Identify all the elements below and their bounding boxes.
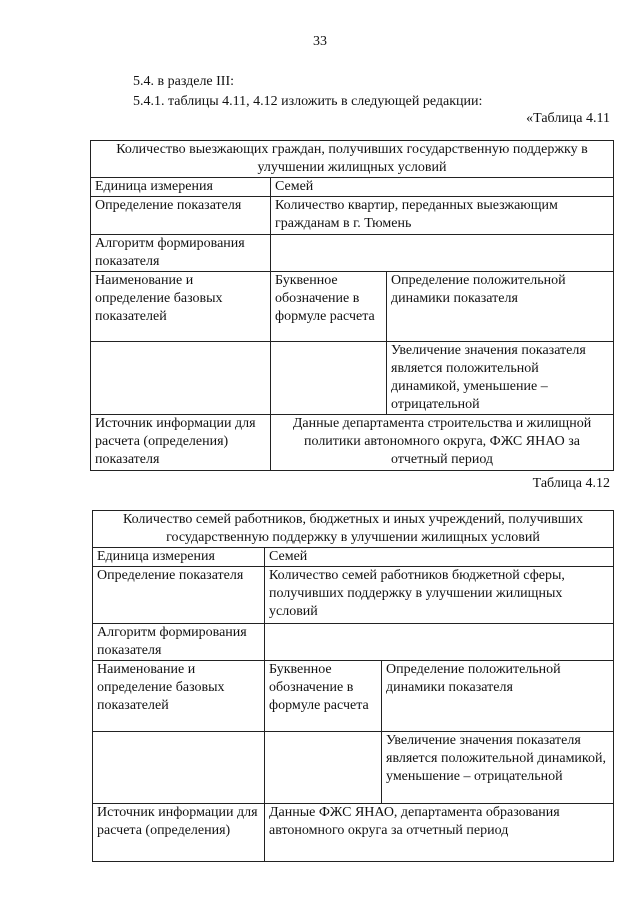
section-line: 5.4. в разделе III:: [133, 74, 235, 89]
source-label: Источник информации для расчета (определения): [93, 804, 265, 862]
empty-cell: [91, 342, 271, 415]
table-4-11: [90, 140, 614, 471]
dynamics-label: Определение положительной динамики показателя: [382, 661, 614, 732]
base-indicators-label: Наименование и определение базовых показателей: [93, 661, 265, 732]
table-4-12: [92, 510, 614, 862]
table-title: Количество выезжающих граждан, получивших государственную поддержку в улучшении жилищных условий: [91, 141, 614, 178]
empty-cell: [93, 732, 265, 804]
source-label: Источник информации для расчета (определения) показателя: [91, 415, 271, 471]
dynamics-value: Увеличение значения показателя является положительной динамикой, уменьшение – отрицательной: [382, 732, 614, 804]
table-4-12-caption: Таблица 4.12: [532, 476, 610, 491]
unit-label: Единица измерения: [93, 548, 265, 567]
unit-value: Семей: [265, 548, 614, 567]
empty-cell: [265, 732, 382, 804]
unit-label: Единица измерения: [91, 178, 271, 197]
dynamics-label: Определение положительной динамики показателя: [387, 272, 614, 342]
page-number: 33: [313, 34, 327, 49]
letter-designation-label: Буквенное обозначение в формуле расчета: [271, 272, 387, 342]
definition-label: Определение показателя: [91, 197, 271, 235]
empty-cell: [271, 342, 387, 415]
table-4-11-caption: «Таблица 4.11: [526, 111, 610, 126]
source-value: Данные ФЖС ЯНАО, департамента образования автономного округа за отчетный период: [265, 804, 614, 862]
algorithm-label: Алгоритм формирования показателя: [91, 235, 271, 272]
definition-label: Определение показателя: [93, 567, 265, 624]
subsection-line: 5.4.1. таблицы 4.11, 4.12 изложить в следующей редакции:: [133, 94, 483, 109]
letter-designation-label: Буквенное обозначение в формуле расчета: [265, 661, 382, 732]
unit-value: Семей: [271, 178, 614, 197]
algorithm-label: Алгоритм формирования показателя: [93, 624, 265, 661]
definition-value: Количество семей работников бюджетной сферы, получивших поддержку в улучшении жилищных условий: [265, 567, 614, 624]
dynamics-value: Увеличение значения показателя является положительной динамикой, уменьшение – отрицательной: [387, 342, 614, 415]
definition-value: Количество квартир, переданных выезжающим гражданам в г. Тюмень: [271, 197, 614, 235]
algorithm-value: [265, 624, 614, 661]
source-value: Данные департамента строительства и жилищной политики автономного округа, ФЖС ЯНАО за отчетный период: [271, 415, 614, 471]
algorithm-value: [271, 235, 614, 272]
table-title: Количество семей работников, бюджетных и иных учреждений, получивших государственную поддержку в улучшении жилищных условий: [93, 511, 614, 548]
base-indicators-label: Наименование и определение базовых показателей: [91, 272, 271, 342]
